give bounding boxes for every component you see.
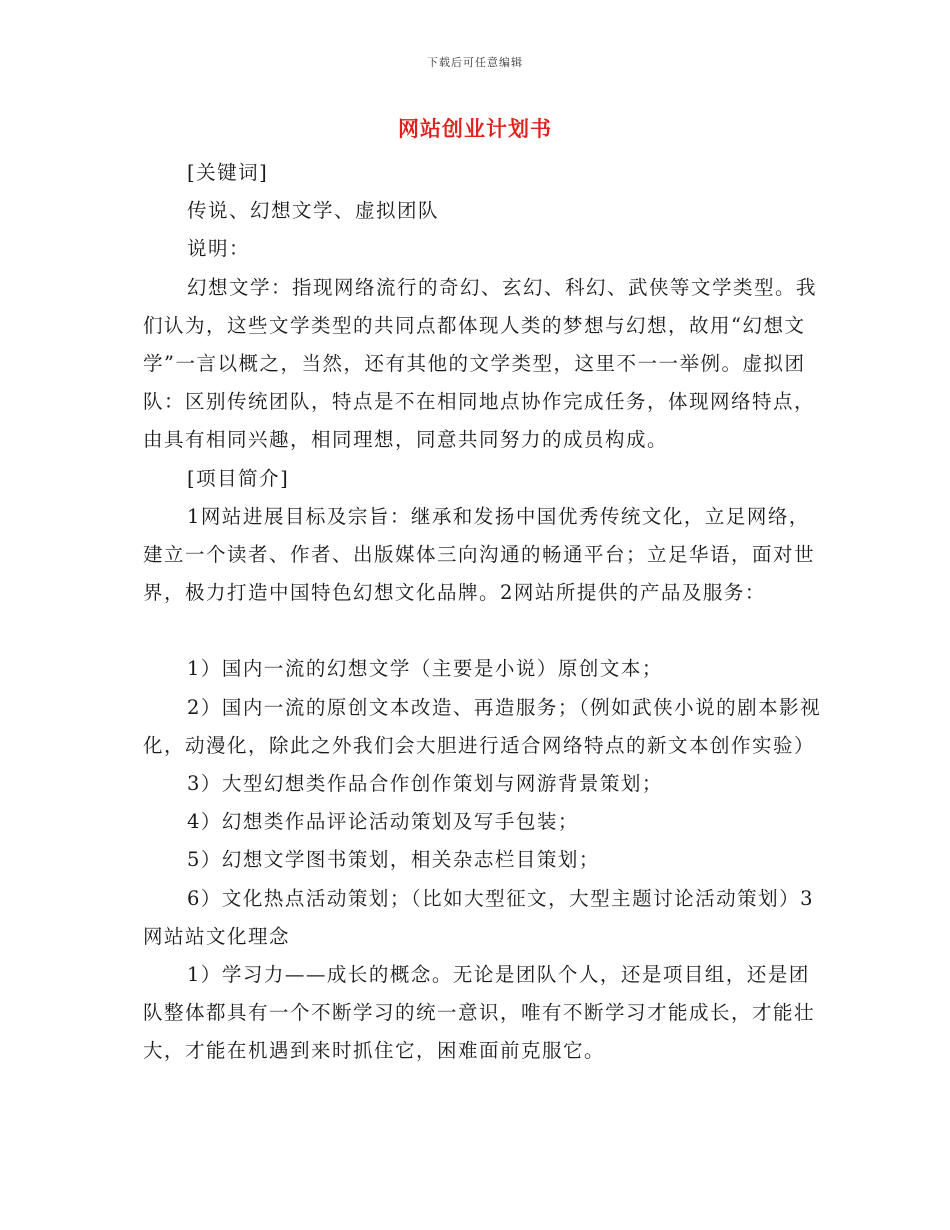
- header-note: 下载后可任意编辑: [427, 56, 523, 69]
- service-item-4: 4）幻想类作品评论活动策划及写手包装；: [187, 810, 579, 834]
- service-item-5: 5）幻想文学图书策划，相关杂志栏目策划；: [187, 848, 600, 872]
- document-title: 网站创业计划书: [398, 116, 552, 141]
- goals-paragraph: 1网站进展目标及宗旨：继承和发扬中国优秀传统文化，立足网络，建立一个读者、作者、出版媒体三向沟通的畅通平台；立足华语，面对世界，极力打造中国特色幻想文化品牌。2网站所提供的产品及服务：: [143, 504, 816, 605]
- paragraph-gap: [143, 612, 823, 650]
- project-intro-heading: [项目简介]: [187, 466, 290, 490]
- service-item-6: 6）文化热点活动策划；（比如大型征文，大型主题讨论活动策划）3网站站文化理念: [143, 886, 815, 948]
- keywords-heading: [关键词]: [187, 161, 269, 184]
- explanation-paragraph: 幻想文学：指现网络流行的奇幻、玄幻、科幻、武侠等文学类型。我们认为，这些文学类型的共同点都体现人类的梦想与幻想，故用“幻想文学”一言以概之，当然，还有其他的文学类型，这里不一一举例。虚拟团队：区别传统团队，特点是不在相同地点协作完成任务，体现网络特点，由具有相同兴趣，相同理想，同意共同努力的成员构成。: [143, 275, 818, 452]
- service-item-1: 1）国内一流的幻想文学（主要是小说）原创文本；: [187, 657, 663, 681]
- explanation-heading: 说明：: [187, 237, 251, 261]
- document-body: [143, 154, 823, 1071]
- service-item-2: 2）国内一流的原创文本改造、再造服务；（例如武侠小说的剧本影视化，动漫化，除此之外我们会大胆进行适合网络特点的新文本创作实验）: [143, 695, 822, 757]
- service-item-3: 3）大型幻想类作品合作创作策划与网游背景策划；: [187, 772, 663, 796]
- culture-item-1: 1）学习力——成长的概念。无论是团队个人，还是项目组，还是团队整体都具有一个不断学习的统一意识，唯有不断学习才能成长，才能壮大，才能在机遇到来时抓住它，困难面前克服它。: [143, 963, 816, 1063]
- keywords-list: 传说、幻想文学、虚拟团队: [187, 199, 440, 223]
